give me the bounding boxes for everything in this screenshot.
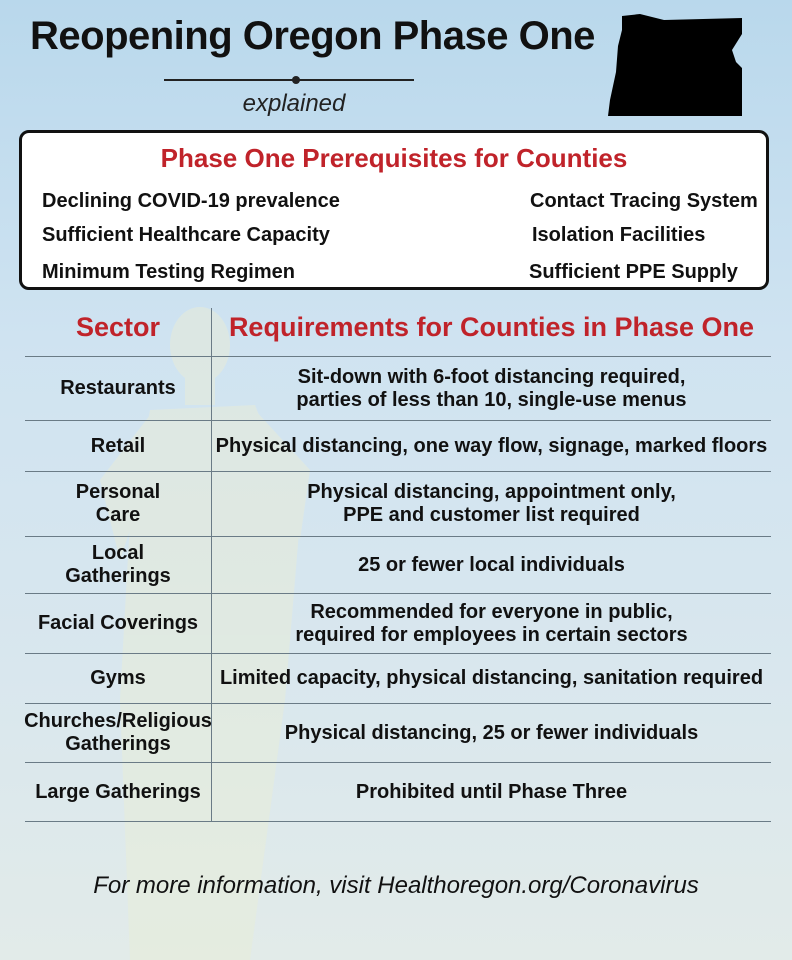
title-divider [164, 79, 414, 81]
table-row [25, 704, 771, 762]
requirement-cell: 25 or fewer local individuals [358, 553, 625, 576]
prereq-contact-tracing: Contact Tracing System [530, 190, 758, 212]
footer-info-text: For more information, visit Healthoregon.org/Coronavirus [93, 872, 699, 899]
requirement-cell: Physical distancing, appointment only, PPE and customer list required [307, 481, 676, 526]
table-row [25, 472, 771, 536]
table-row [25, 537, 771, 593]
requirement-cell: Recommended for everyone in public, required for employees in certain sectors [295, 600, 688, 646]
table-header-requirements: Requirements for Counties in Phase One [228, 312, 755, 342]
prerequisites-title: Phase One Prerequisites for Counties [160, 143, 628, 173]
sector-cell: Personal Care [75, 481, 161, 526]
title-divider-dot [292, 76, 300, 84]
oregon-state-map-icon [604, 12, 748, 120]
requirement-cell: Prohibited until Phase Three [355, 780, 628, 803]
table-row [25, 357, 771, 420]
table-header-sector: Sector [75, 312, 161, 342]
requirement-cell: Sit-down with 6-foot distancing required, parties of less than 10, single-use menus [296, 365, 687, 411]
requirement-cell: Physical distancing, 25 or fewer individuals [284, 721, 699, 744]
sector-cell: Gyms [90, 667, 146, 689]
prereq-isolation-facilities: Isolation Facilities [532, 224, 706, 246]
requirement-cell: Physical distancing, one way flow, signage, marked floors [215, 434, 768, 457]
table-row-divider [25, 821, 771, 822]
table-row [25, 594, 771, 653]
table-row [25, 421, 771, 471]
sector-cell: Local Gatherings [65, 542, 171, 587]
table-row [25, 654, 771, 703]
prerequisites-panel [19, 130, 769, 290]
sector-cell: Large Gatherings [35, 780, 201, 803]
page-title: Reopening Oregon Phase One [30, 14, 595, 58]
sector-cell: Retail [90, 434, 146, 457]
prereq-testing-regimen: Minimum Testing Regimen [42, 261, 295, 283]
sector-cell: Churches/Religious Gatherings [24, 710, 212, 755]
prereq-ppe-supply: Sufficient PPE Supply [529, 261, 738, 283]
table-row [25, 763, 771, 821]
page-subtitle: explained [242, 90, 346, 117]
requirement-cell: Limited capacity, physical distancing, sanitation required [219, 667, 764, 689]
sector-cell: Restaurants [60, 377, 176, 399]
prereq-healthcare-capacity: Sufficient Healthcare Capacity [42, 224, 330, 246]
prereq-declining-prevalence: Declining COVID-19 prevalence [42, 190, 340, 212]
sector-cell: Facial Coverings [37, 612, 199, 634]
requirements-table [25, 308, 771, 822]
